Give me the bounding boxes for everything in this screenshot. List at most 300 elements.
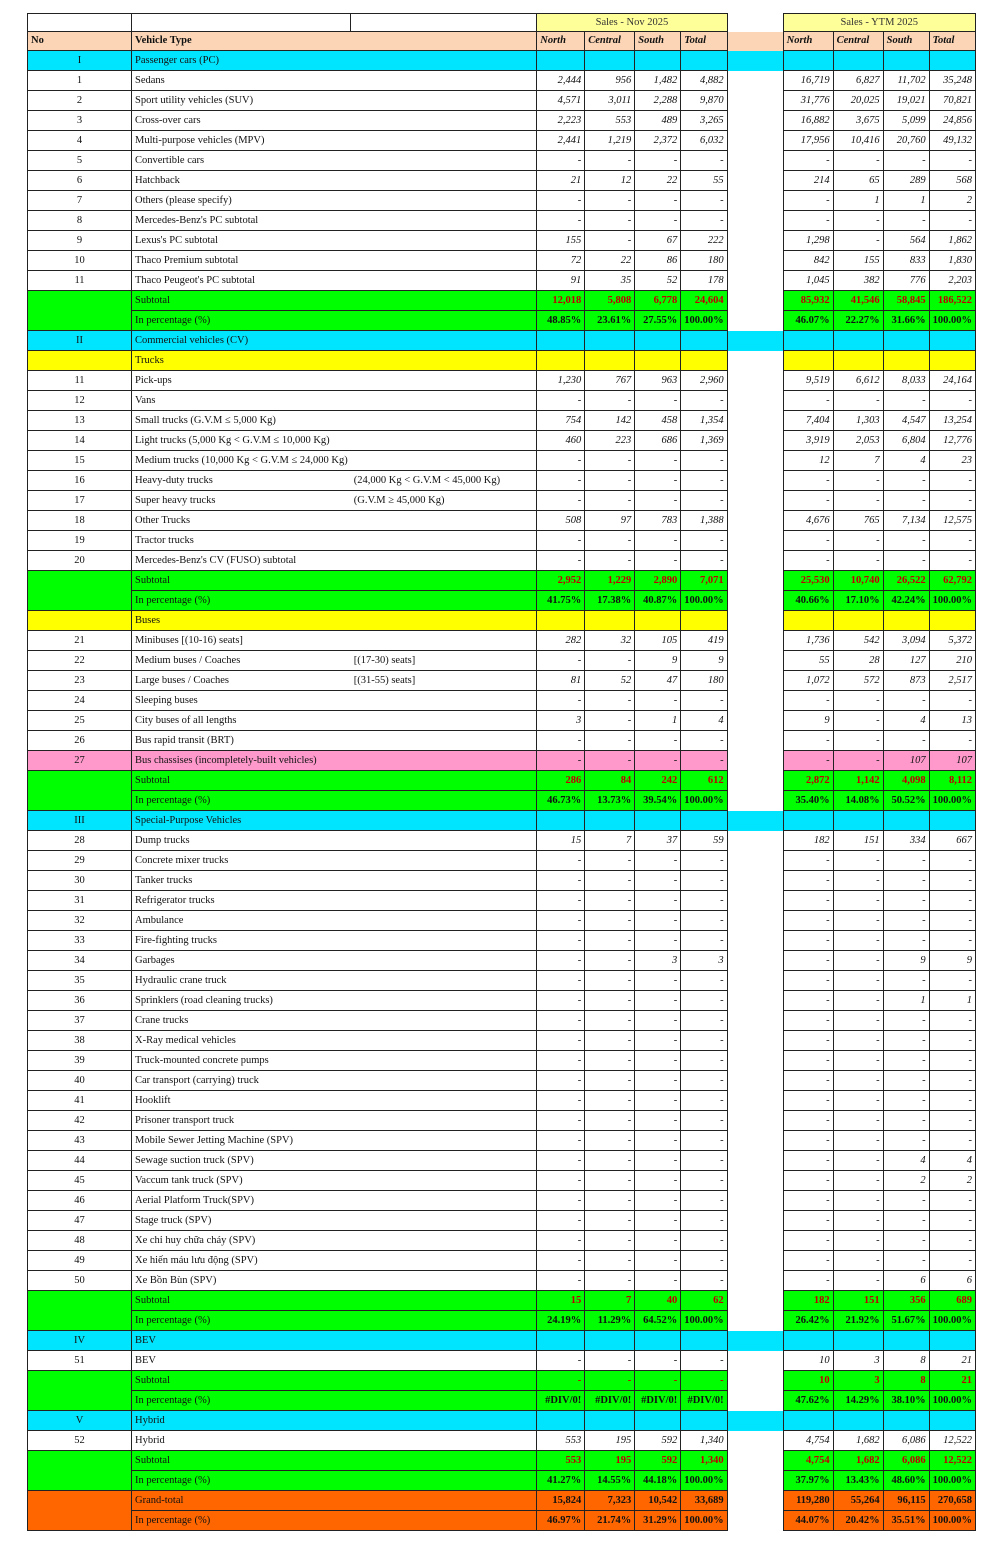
gap-cell [727, 251, 783, 271]
ytd-total-value: - [929, 911, 975, 931]
row-number: 35 [28, 971, 132, 991]
ytd-south-value: - [883, 1191, 929, 1211]
vehicle-type-extra [351, 1451, 537, 1471]
nov-total-value: 180 [681, 671, 727, 691]
nov-south-value: - [635, 1211, 681, 1231]
ytd-north-value: - [783, 851, 833, 871]
ytd-south-value: - [883, 891, 929, 911]
gap-cell [727, 491, 783, 511]
ytd-north-value: - [783, 1271, 833, 1291]
ytd-central-value: 382 [833, 271, 883, 291]
nov-central-value: 7 [585, 1291, 635, 1311]
ytd-south-value: - [883, 531, 929, 551]
vehicle-type-extra [351, 1351, 537, 1371]
ytd-south-value: 564 [883, 231, 929, 251]
row-number [28, 591, 132, 611]
gap-cell [727, 1451, 783, 1471]
vehicle-type-label: Tractor trucks [132, 531, 351, 551]
nov-south-value: - [635, 1171, 681, 1191]
vehicle-type-label: Sewage suction truck (SPV) [132, 1151, 351, 1171]
nov-north-value: 21 [537, 171, 585, 191]
ytd-north-value: 10 [783, 1371, 833, 1391]
nov-south-value: - [635, 391, 681, 411]
table-row [28, 471, 976, 491]
ytd-central-value: - [833, 991, 883, 1011]
ytd-central-value: 151 [833, 1291, 883, 1311]
nov-central-value: - [585, 451, 635, 471]
ytd-total-value: 2,203 [929, 271, 975, 291]
vehicle-type-label: In percentage (%) [132, 1311, 351, 1331]
vehicle-type-label: Pick-ups [132, 371, 351, 391]
vehicle-type-label: Sedans [132, 71, 351, 91]
nov-south-value: 39.54% [635, 791, 681, 811]
vehicle-type-extra [351, 591, 537, 611]
nov-north-value: - [537, 1131, 585, 1151]
percentage-row [28, 1311, 976, 1331]
row-number: 24 [28, 691, 132, 711]
gap-cell [727, 951, 783, 971]
row-number: 34 [28, 951, 132, 971]
ytd-north-value: 842 [783, 251, 833, 271]
ytd-south-value: - [883, 1231, 929, 1251]
row-number: 15 [28, 451, 132, 471]
nov-south-value: 592 [635, 1451, 681, 1471]
gap-cell [727, 851, 783, 871]
nov-south-value: - [635, 1131, 681, 1151]
row-number: 21 [28, 631, 132, 651]
ytd-central-value: - [833, 211, 883, 231]
vehicle-type-extra [351, 171, 537, 191]
nov-central-value: - [585, 1251, 635, 1271]
row-number: 44 [28, 1151, 132, 1171]
gap-cell [727, 1091, 783, 1111]
nov-central-value: - [585, 471, 635, 491]
gap-cell [727, 391, 783, 411]
ytd-north-value: 10 [783, 1351, 833, 1371]
ytd-north-value: - [783, 951, 833, 971]
nov-north-value: - [537, 1231, 585, 1251]
gap-cell [727, 911, 783, 931]
nov-south-value: 2,372 [635, 131, 681, 151]
gap-cell [727, 1291, 783, 1311]
ytd-total-value: - [929, 1091, 975, 1111]
table-row [28, 1431, 976, 1451]
ytd-central-value: 3 [833, 1371, 883, 1391]
vehicle-type-extra [351, 971, 537, 991]
vehicle-type-extra [351, 711, 537, 731]
nov-total-value: - [681, 1251, 727, 1271]
nov-total-value: 100.00% [681, 591, 727, 611]
nov-total-value: 7,071 [681, 571, 727, 591]
nov-central-value: 767 [585, 371, 635, 391]
vehicle-type-label: Prisoner transport truck [132, 1111, 351, 1131]
ytd-north-value: 16,719 [783, 71, 833, 91]
ytd-central-value: 17.10% [833, 591, 883, 611]
vehicle-type-label: In percentage (%) [132, 791, 351, 811]
nov-south-value: - [635, 531, 681, 551]
nov-central-value: 195 [585, 1451, 635, 1471]
ytd-central-value: 542 [833, 631, 883, 651]
nov-total-value [681, 331, 727, 351]
nov-south-value: 27.55% [635, 311, 681, 331]
vehicle-type-extra [351, 411, 537, 431]
ytd-total-value: - [929, 1071, 975, 1091]
ytd-north-value: 37.97% [783, 1471, 833, 1491]
ytd-south-value: 6,804 [883, 431, 929, 451]
nov-north-value: - [537, 931, 585, 951]
ytd-north-value: - [783, 211, 833, 231]
ytd-central-value: - [833, 1191, 883, 1211]
nov-south-value: 9 [635, 651, 681, 671]
nov-south-value: - [635, 1031, 681, 1051]
vehicle-type-extra [351, 771, 537, 791]
vehicle-type-extra [351, 811, 537, 831]
ytd-central-value: - [833, 391, 883, 411]
ytd-central-value: 6,827 [833, 71, 883, 91]
ytd-south-value: 3,094 [883, 631, 929, 651]
nov-north-value: 282 [537, 631, 585, 651]
ytd-north-value [783, 331, 833, 351]
vehicle-type-label: Minibuses [(10-16) seats] [132, 631, 351, 651]
ytd-south-value: - [883, 731, 929, 751]
nov-total-value: 100.00% [681, 311, 727, 331]
vehicle-type-extra [351, 891, 537, 911]
table-row [28, 251, 976, 271]
vehicle-type-extra: (24,000 Kg < G.V.M < 45,000 Kg) [351, 471, 537, 491]
row-number [28, 771, 132, 791]
ytd-north-value: 119,280 [783, 1491, 833, 1511]
nov-central-value: - [585, 711, 635, 731]
table-row [28, 211, 976, 231]
vehicle-type-extra [351, 1291, 537, 1311]
ytd-total-value: 62,792 [929, 571, 975, 591]
ytd-south-value: 873 [883, 671, 929, 691]
gap-cell [727, 111, 783, 131]
nov-south-value [635, 1411, 681, 1431]
ytd-south-value: - [883, 491, 929, 511]
table-row [28, 91, 976, 111]
gap-cell [727, 151, 783, 171]
ytd-total-value: - [929, 551, 975, 571]
nov-south-value: - [635, 1111, 681, 1131]
nov-south-value: 105 [635, 631, 681, 651]
table-row [28, 891, 976, 911]
nov-total-value: - [681, 1351, 727, 1371]
vehicle-type-extra: (G.V.M ≥ 45,000 Kg) [351, 491, 537, 511]
ytd-central-value: - [833, 491, 883, 511]
vehicle-type-label: Heavy-duty trucks [132, 471, 351, 491]
gap-cell [727, 631, 783, 651]
table-row [28, 171, 976, 191]
section-row [28, 1331, 976, 1351]
nov-central-value: - [585, 151, 635, 171]
nov-south-value: - [635, 191, 681, 211]
ytd-south-value: 2 [883, 1171, 929, 1191]
nov-total-value: - [681, 1371, 727, 1391]
nov-south-value: - [635, 1371, 681, 1391]
nov-central-value: 14.55% [585, 1471, 635, 1491]
vehicle-type-extra [351, 111, 537, 131]
nov-north-value: - [537, 1271, 585, 1291]
vehicle-type-label: In percentage (%) [132, 1511, 351, 1531]
ytd-total-value: 70,821 [929, 91, 975, 111]
ytd-central-value: 1,303 [833, 411, 883, 431]
ytd-south-value: 4 [883, 711, 929, 731]
ytd-total-value: 667 [929, 831, 975, 851]
ytd-south-value: 19,021 [883, 91, 929, 111]
vehicle-type-label: Bus chassises (incompletely-built vehicles) [132, 751, 351, 771]
vehicle-type-extra [351, 371, 537, 391]
ytd-north-value: - [783, 871, 833, 891]
nov-total-value: 55 [681, 171, 727, 191]
nov-north-value: - [537, 851, 585, 871]
nov-central-value: - [585, 1151, 635, 1171]
gap-cell [727, 731, 783, 751]
ytd-total-value: - [929, 1211, 975, 1231]
nov-north-value: - [537, 731, 585, 751]
table-row [28, 1231, 976, 1251]
nov-central-value: 52 [585, 671, 635, 691]
ytd-total-value: - [929, 491, 975, 511]
row-number: 11 [28, 371, 132, 391]
row-number: 32 [28, 911, 132, 931]
ytd-central-value [833, 351, 883, 371]
nov-central-value: - [585, 751, 635, 771]
ytd-total-value: 270,658 [929, 1491, 975, 1511]
vehicle-type-label: Hybrid [132, 1411, 351, 1431]
ytd-south-value: 8 [883, 1351, 929, 1371]
ytd-north-value: 214 [783, 171, 833, 191]
nov-south-value: #DIV/0! [635, 1391, 681, 1411]
ytd-total-value: - [929, 471, 975, 491]
vehicle-type-label: X-Ray medical vehicles [132, 1031, 351, 1051]
vehicle-type-label: Xe Bồn Bùn (SPV) [132, 1271, 351, 1291]
ytd-south-value: - [883, 1111, 929, 1131]
nov-total-value: - [681, 911, 727, 931]
gap-cell [727, 1271, 783, 1291]
nov-total-value: 3 [681, 951, 727, 971]
table-row [28, 1091, 976, 1111]
ytd-central-value: - [833, 711, 883, 731]
gap-cell [727, 1351, 783, 1371]
gap-cell [727, 1331, 783, 1351]
ytd-central-value: - [833, 891, 883, 911]
ytd-total-value: 49,132 [929, 131, 975, 151]
nov-north-value: - [537, 391, 585, 411]
row-number: 19 [28, 531, 132, 551]
nov-total-value: - [681, 451, 727, 471]
vehicle-type-label: Xe chỉ huy chữa cháy (SPV) [132, 1231, 351, 1251]
nov-north-value [537, 611, 585, 631]
gap-cell [727, 751, 783, 771]
vehicle-type-extra [351, 191, 537, 211]
ytd-south-value: - [883, 931, 929, 951]
vehicle-type-extra [351, 1331, 537, 1351]
nov-south-value: - [635, 691, 681, 711]
table-row [28, 871, 976, 891]
ytd-north-value [783, 351, 833, 371]
vehicle-type-label: Other Trucks [132, 511, 351, 531]
ytd-south-value: 9 [883, 951, 929, 971]
ytd-total-value: - [929, 931, 975, 951]
gap-cell [727, 891, 783, 911]
table-row [28, 551, 976, 571]
gap-cell [727, 1211, 783, 1231]
ytd-total-value: - [929, 1111, 975, 1131]
ytd-central-value: - [833, 1011, 883, 1031]
nov-south-value: - [635, 751, 681, 771]
row-number [28, 1311, 132, 1331]
nov-south-value: - [635, 551, 681, 571]
ytd-south-value: 96,115 [883, 1491, 929, 1511]
row-number: 36 [28, 991, 132, 1011]
nov-total-value: 180 [681, 251, 727, 271]
nov-north-value: - [537, 1371, 585, 1391]
nov-south-value: - [635, 1051, 681, 1071]
ytd-north-value: 1,045 [783, 271, 833, 291]
ytd-north-value: - [783, 191, 833, 211]
ytd-central-value [833, 811, 883, 831]
row-number: 22 [28, 651, 132, 671]
ytd-central-value: - [833, 1111, 883, 1131]
sales-table [27, 13, 976, 1531]
gap-cell [727, 531, 783, 551]
vehicle-type-extra [351, 1491, 537, 1511]
nov-north-value: - [537, 1011, 585, 1031]
nov-south-value: 2,288 [635, 91, 681, 111]
vehicle-type-extra: [(31-55) seats] [351, 671, 537, 691]
row-number: 11 [28, 271, 132, 291]
nov-total-value: 100.00% [681, 1471, 727, 1491]
nov-north-value: 41.75% [537, 591, 585, 611]
ytd-south-value: 48.60% [883, 1471, 929, 1491]
nov-central-value: #DIV/0! [585, 1391, 635, 1411]
ytd-south-value: 4,547 [883, 411, 929, 431]
nov-north-value: - [537, 1171, 585, 1191]
nov-total-value: - [681, 1271, 727, 1291]
nov-north-value: 1,230 [537, 371, 585, 391]
col-nov-central: Central [585, 32, 635, 51]
ytd-south-value: 50.52% [883, 791, 929, 811]
vehicle-type-label: Hydraulic crane truck [132, 971, 351, 991]
gap-cell [727, 511, 783, 531]
ytd-total-value: - [929, 871, 975, 891]
ytd-south-value: 58,845 [883, 291, 929, 311]
table-row [28, 1151, 976, 1171]
table-row [28, 431, 976, 451]
ytd-total-value: 100.00% [929, 1391, 975, 1411]
nov-central-value: - [585, 1051, 635, 1071]
nov-total-value: - [681, 1071, 727, 1091]
vehicle-type-extra [351, 1471, 537, 1491]
nov-central-value: 97 [585, 511, 635, 531]
col-ytd-south: South [883, 32, 929, 51]
gap-cell [727, 291, 783, 311]
row-number: 33 [28, 931, 132, 951]
vehicle-type-extra [351, 791, 537, 811]
nov-total-value: 1,340 [681, 1431, 727, 1451]
blank-cell [132, 14, 351, 32]
nov-north-value: 41.27% [537, 1471, 585, 1491]
nov-central-value: - [585, 691, 635, 711]
nov-total-value: - [681, 491, 727, 511]
ytd-south-value: 4 [883, 451, 929, 471]
table-row [28, 1131, 976, 1151]
nov-central-value: - [585, 651, 635, 671]
vehicle-type-label: Light trucks (5,000 Kg < G.V.M ≤ 10,000 Kg) [132, 431, 351, 451]
nov-total-value: 222 [681, 231, 727, 251]
nov-south-value: - [635, 991, 681, 1011]
nov-north-value: 46.73% [537, 791, 585, 811]
nov-central-value: - [585, 1031, 635, 1051]
vehicle-type-label: In percentage (%) [132, 1391, 351, 1411]
row-number: 50 [28, 1271, 132, 1291]
vehicle-type-label: Super heavy trucks [132, 491, 351, 511]
row-number [28, 571, 132, 591]
nov-central-value: 1,229 [585, 571, 635, 591]
ytd-south-value: 4,098 [883, 771, 929, 791]
ytd-total-value: 12,776 [929, 431, 975, 451]
row-number [28, 1391, 132, 1411]
nov-central-value: - [585, 931, 635, 951]
nov-south-value: 64.52% [635, 1311, 681, 1331]
vehicle-type-extra [351, 351, 537, 371]
ytd-central-value: - [833, 1231, 883, 1251]
nov-central-value: 22 [585, 251, 635, 271]
ytd-total-value: 21 [929, 1351, 975, 1371]
table-row [28, 931, 976, 951]
row-number: 10 [28, 251, 132, 271]
ytd-south-value: 7,134 [883, 511, 929, 531]
ytd-central-value: 1,142 [833, 771, 883, 791]
ytd-south-value: 289 [883, 171, 929, 191]
row-number [28, 351, 132, 371]
ytd-north-value: - [783, 931, 833, 951]
nov-north-value: - [537, 751, 585, 771]
ytd-south-value [883, 611, 929, 631]
row-number: 28 [28, 831, 132, 851]
gap-cell [727, 1471, 783, 1491]
nov-total-value: 6,032 [681, 131, 727, 151]
subtotal-row [28, 1291, 976, 1311]
vehicle-type-extra [351, 931, 537, 951]
nov-north-value: 12,018 [537, 291, 585, 311]
nov-total-value: - [681, 1131, 727, 1151]
vehicle-type-label: Sleeping buses [132, 691, 351, 711]
nov-south-value: - [635, 451, 681, 471]
ytd-north-value: 1,072 [783, 671, 833, 691]
vehicle-type-extra [351, 1231, 537, 1251]
ytd-central-value: 1,682 [833, 1431, 883, 1451]
nov-south-value: 2,890 [635, 571, 681, 591]
nov-total-value: 3,265 [681, 111, 727, 131]
row-number: IV [28, 1331, 132, 1351]
nov-total-value: 62 [681, 1291, 727, 1311]
ytd-total-value: 1,830 [929, 251, 975, 271]
nov-north-value: 286 [537, 771, 585, 791]
ytd-north-value: - [783, 1151, 833, 1171]
nov-south-value [635, 51, 681, 71]
row-number: 8 [28, 211, 132, 231]
gap-cell [727, 871, 783, 891]
nov-total-value: 1,340 [681, 1451, 727, 1471]
ytd-north-value: 1,736 [783, 631, 833, 651]
nov-central-value: - [585, 971, 635, 991]
nov-north-value [537, 1331, 585, 1351]
vehicle-type-extra [351, 1411, 537, 1431]
nov-total-value: 100.00% [681, 1511, 727, 1531]
ytd-total-value: 24,164 [929, 371, 975, 391]
